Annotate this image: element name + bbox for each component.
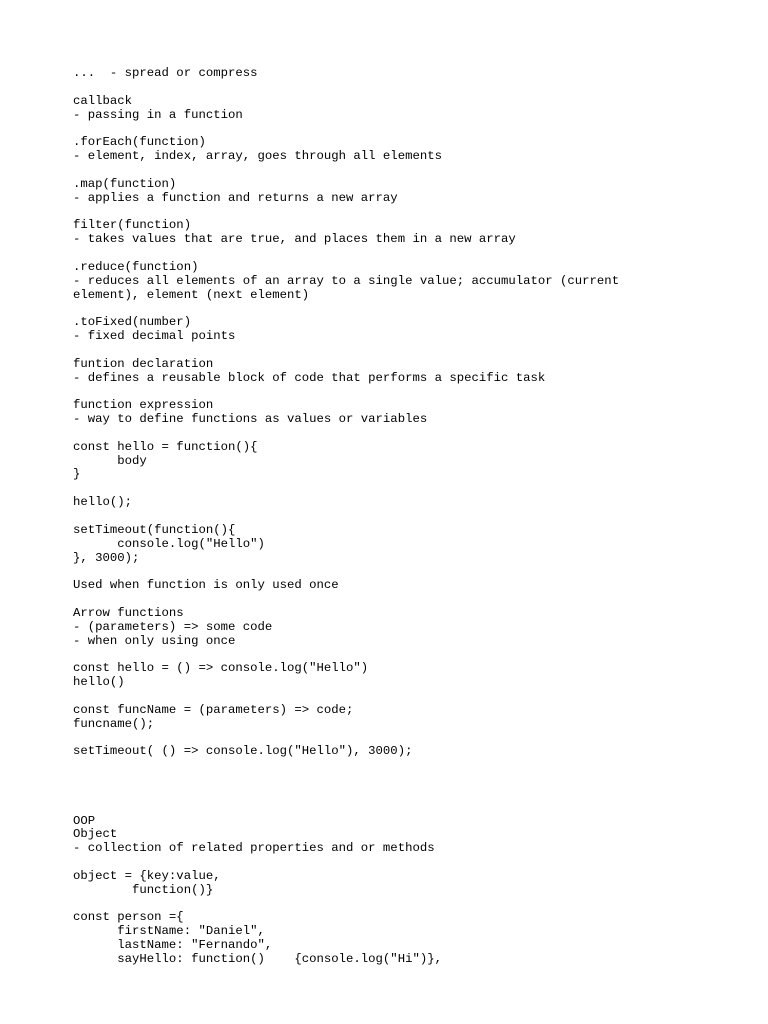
text-line: hello() xyxy=(73,675,125,690)
text-line: .reduce(function) xyxy=(73,259,199,274)
text-line: funtion declaration xyxy=(73,356,214,371)
text-line: function()} xyxy=(73,882,214,897)
text-line: - fixed decimal points xyxy=(73,329,236,344)
text-line: sayHello: function() {console.log("Hi")}, xyxy=(73,952,442,966)
text-line xyxy=(73,427,753,441)
text-line: setTimeout(function(){ xyxy=(73,522,236,537)
text-line: .map(function) xyxy=(73,176,177,191)
text-line: - reduces all elements of an array to a single value; accumulator (current xyxy=(73,273,620,288)
text-line xyxy=(73,385,753,399)
text-line: firstName: "Daniel", xyxy=(73,924,265,939)
text-line xyxy=(73,81,753,95)
text-line: const funcName = (parameters) => code; xyxy=(73,702,354,717)
text-line: - way to define functions as values or variables xyxy=(73,412,428,427)
text-line xyxy=(73,565,753,579)
text-line: - takes values that are true, and places them in a new array xyxy=(73,232,516,247)
text-line xyxy=(73,482,753,496)
text-line xyxy=(73,759,753,773)
text-line: - (parameters) => some code xyxy=(73,619,273,634)
text-line: setTimeout( () => console.log("Hello"), 3000); xyxy=(73,744,413,759)
text-line: const hello = () => console.log("Hello") xyxy=(73,661,369,676)
text-line: - applies a function and returns a new array xyxy=(73,190,398,205)
text-line xyxy=(73,773,753,787)
text-line xyxy=(73,344,753,358)
text-line xyxy=(73,856,753,870)
text-line xyxy=(73,205,753,219)
text-line xyxy=(73,164,753,178)
text-line: .forEach(function) xyxy=(73,135,206,150)
text-line: .toFixed(number) xyxy=(73,315,192,330)
text-line: callback xyxy=(73,93,133,108)
text-line: body xyxy=(73,453,147,468)
text-line xyxy=(73,247,753,261)
text-line: - defines a reusable block of code that performs a specific task xyxy=(73,370,546,385)
text-line: const person ={ xyxy=(73,910,184,925)
text-line: funcname(); xyxy=(73,716,155,731)
text-line: } xyxy=(73,467,81,482)
text-line: console.log("Hello") xyxy=(73,536,265,551)
document-text xyxy=(73,67,753,967)
text-line xyxy=(73,302,753,316)
text-line: Used when function is only used once xyxy=(73,578,339,593)
text-line xyxy=(73,801,753,815)
text-line xyxy=(73,122,753,136)
text-line: OOP xyxy=(73,813,96,828)
text-line: ... - spread or compress xyxy=(73,66,258,80)
text-line: function expression xyxy=(73,398,214,413)
text-line: lastName: "Fernando", xyxy=(73,938,273,953)
text-line: - element, index, array, goes through all elements xyxy=(73,149,442,164)
text-line xyxy=(73,648,753,662)
text-line xyxy=(73,690,753,704)
text-line: element), element (next element) xyxy=(73,287,310,302)
text-line: Arrow functions xyxy=(73,605,184,620)
text-line: hello(); xyxy=(73,495,133,510)
text-line: filter(function) xyxy=(73,218,192,233)
text-line: Object xyxy=(73,827,118,842)
text-line: - when only using once xyxy=(73,633,236,648)
text-line xyxy=(73,510,753,524)
text-line: - collection of related properties and or methods xyxy=(73,841,435,856)
document-page xyxy=(73,67,753,967)
text-line xyxy=(73,593,753,607)
text-line: const hello = function(){ xyxy=(73,439,258,454)
text-line xyxy=(73,898,753,912)
text-line: - passing in a function xyxy=(73,107,243,122)
text-line xyxy=(73,732,753,746)
text-line xyxy=(73,787,753,801)
text-line: }, 3000); xyxy=(73,550,140,565)
text-line: object = {key:value, xyxy=(73,868,221,883)
